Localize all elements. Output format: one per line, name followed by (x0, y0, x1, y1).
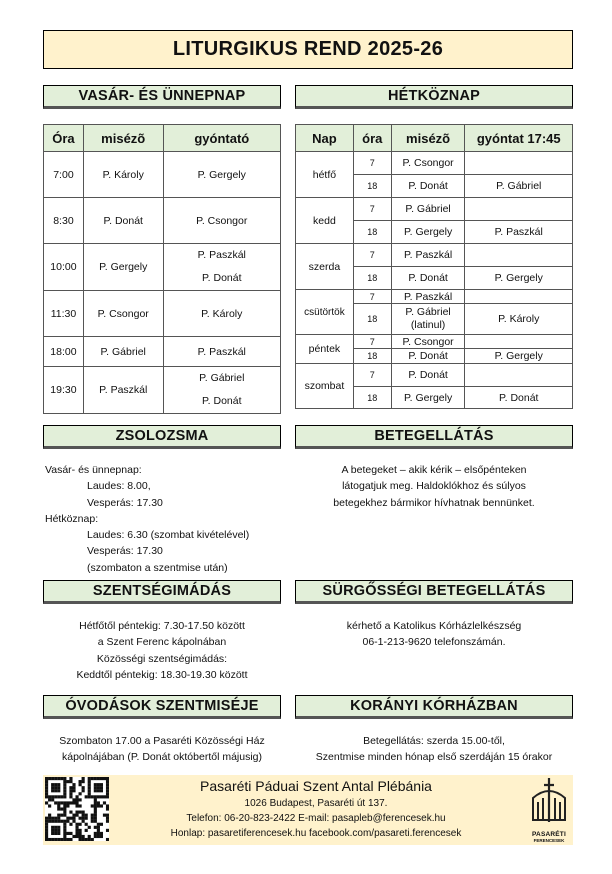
logo-text-1: PASARÉTI (532, 831, 566, 838)
header-gyontato: gyóntató (163, 125, 280, 152)
table-row (296, 198, 573, 221)
sunday-heading: VASÁR- ÉS ÜNNEPNAP (43, 85, 281, 109)
table-row (296, 290, 573, 304)
time-cell: 18 (353, 267, 391, 290)
table-row (44, 198, 281, 244)
szentsegimadas-line: Hétfőtől péntekig: 7.30-17.50 között (79, 620, 245, 632)
weekday-table (295, 124, 573, 409)
time-cell: 10:00 (44, 244, 84, 291)
priest-cell: P. Csongor (83, 291, 163, 337)
confessor-cell: P. Gergely (465, 349, 573, 364)
table-row (44, 291, 281, 337)
time-cell: 18 (353, 387, 391, 409)
confessor-line: P. Donát (202, 272, 242, 284)
page-title: LITURGIKUS REND 2025-26 (43, 30, 573, 69)
confessor-cell (465, 244, 573, 267)
szentsegimadas-line: Közösségi szentségimádás: (96, 652, 228, 665)
time-cell: 7 (353, 198, 391, 221)
priest-cell: P. Gergely (83, 244, 163, 291)
priest-cell: P. Paszkál (83, 367, 163, 414)
time-cell: 7 (353, 364, 391, 387)
szentsegimadas-text (43, 618, 281, 683)
confessor-line: P. Paszkál (197, 249, 246, 261)
ovodasok-heading: ÓVODÁSOK SZENTMISÉJE (43, 695, 281, 719)
priest-cell: P. Csongor (391, 335, 465, 349)
confessor-cell (465, 152, 573, 175)
parish-address: 1026 Budapest, Pasaréti út 137. (244, 798, 388, 809)
ovodasok-line: Szombaton 17.00 a Pasaréti Közösségi Ház (59, 735, 265, 747)
time-cell: 8:30 (44, 198, 84, 244)
day-cell: szerda (296, 244, 354, 290)
confessor-cell: P. Csongor (163, 198, 280, 244)
table-row (44, 337, 281, 367)
header-nap: Nap (296, 125, 354, 152)
confessor-line: P. Gábriel (199, 372, 245, 384)
time-cell: 19:30 (44, 367, 84, 414)
time-cell: 7 (353, 244, 391, 267)
zsolozsma-line: Vesperás: 17.30 (87, 545, 163, 558)
header-ora: Óra (44, 125, 84, 152)
table-row (44, 152, 281, 198)
footer-text (112, 777, 520, 841)
priest-cell: P. Donát (83, 198, 163, 244)
day-cell: szombat (296, 364, 354, 409)
qr-code-graphic (45, 777, 109, 841)
zsolozsma-heading: ZSOLOZSMA (43, 425, 281, 449)
priest-cell: P. Gábriel (391, 198, 465, 221)
franciscan-logo-icon (527, 776, 571, 842)
qr-code-icon (45, 777, 109, 841)
table-row (296, 335, 573, 349)
time-cell: 7 (353, 335, 391, 349)
koranyi-heading: KORÁNYI KÓRHÁZBAN (295, 695, 573, 719)
logo-graphic (527, 776, 571, 826)
confessor-cell: P. Károly (163, 291, 280, 337)
betegellatas-text (295, 462, 573, 511)
confessor-cell (163, 367, 280, 414)
confessor-cell: P. Paszkál (163, 337, 280, 367)
header-gyontat: gyóntat 17:45 (465, 125, 573, 152)
confessor-cell: P. Gergely (465, 267, 573, 290)
confessor-cell (465, 364, 573, 387)
surgossegi-line: 06-1-213-9620 telefonszámán. (362, 636, 506, 649)
confessor-cell: P. Gergely (163, 152, 280, 198)
betegellatas-line: betegekhez bármikor hívhatnak bennünket. (333, 496, 535, 509)
parish-contact: Telefon: 06-20-823-2422 E-mail: pasapleb@ferencesek.hu (186, 813, 446, 824)
time-cell: 18:00 (44, 337, 84, 367)
confessor-cell: P. Károly (465, 304, 573, 335)
weekday-header-row (296, 125, 573, 152)
time-cell: 18 (353, 221, 391, 244)
priest-cell: P. Paszkál (391, 244, 465, 267)
zsolozsma-line: Vasár- és ünnepnap: (45, 464, 142, 476)
priest-cell: P. Gergely (391, 387, 465, 409)
zsolozsma-line: Hétköznap: (45, 512, 99, 525)
confessor-cell (465, 198, 573, 221)
confessor-cell (465, 290, 573, 304)
zsolozsma-text (45, 462, 285, 576)
day-cell: péntek (296, 335, 354, 364)
szentsegimadas-heading: SZENTSÉGIMÁDÁS (43, 580, 281, 604)
surgossegi-text (295, 618, 573, 651)
zsolozsma-line: (szombaton a szentmise után) (87, 561, 228, 574)
time-cell: 11:30 (44, 291, 84, 337)
priest-cell: P. Donát (391, 267, 465, 290)
confessor-cell (465, 335, 573, 349)
table-row (44, 244, 281, 291)
logo-text-2: FERENCESEK (533, 838, 565, 843)
parish-web: Honlap: pasaretiferencesek.hu facebook.com/pasareti.ferencesek (170, 828, 462, 839)
confessor-cell: P. Gábriel (465, 175, 573, 198)
header-misezo: misézõ (391, 125, 465, 152)
header-ora: óra (353, 125, 391, 152)
zsolozsma-line: Laudes: 8.00, (87, 480, 151, 493)
day-cell: hétfő (296, 152, 354, 198)
time-cell: 7 (353, 290, 391, 304)
confessor-cell: P. Paszkál (465, 221, 573, 244)
ovodasok-text (43, 733, 281, 766)
surgossegi-line: kérhető a Katolikus Kórházlelkészség (346, 620, 522, 632)
szentsegimadas-line: a Szent Ferenc kápolnában (97, 636, 227, 649)
weekday-heading: HÉTKÖZNAP (295, 85, 573, 109)
time-cell: 18 (353, 175, 391, 198)
koranyi-line: Betegellátás: szerda 15.00-től, (363, 735, 505, 747)
betegellatas-heading: BETEGELLÁTÁS (295, 425, 573, 449)
time-cell: 7 (353, 152, 391, 175)
betegellatas-line: A betegeket – akik kérik – elsőpénteken (341, 464, 527, 476)
szentsegimadas-line: Keddtől péntekig: 18.30-19.30 között (76, 668, 248, 681)
surgossegi-heading: SÜRGŐSSÉGI BETEGELLÁTÁS (295, 580, 573, 604)
priest-cell: P. Károly (83, 152, 163, 198)
table-row (296, 152, 573, 175)
time-cell: 18 (353, 349, 391, 364)
table-row (296, 244, 573, 267)
time-cell: 7:00 (44, 152, 84, 198)
priest-cell: P. Gábriel (83, 337, 163, 367)
priest-cell: P. Donát (391, 175, 465, 198)
ovodasok-line: kápolnájában (P. Donát októbertől májusig) (61, 751, 262, 764)
parish-name: Pasaréti Páduai Szent Antal Plébánia (200, 778, 432, 794)
koranyi-text (295, 733, 573, 766)
priest-cell: P. Gergely (391, 221, 465, 244)
day-cell: kedd (296, 198, 354, 244)
confessor-line: P. Donát (202, 395, 242, 407)
priest-cell: P. Paszkál (391, 290, 465, 304)
zsolozsma-line: Laudes: 6.30 (szombat kivételével) (87, 529, 250, 542)
confessor-cell (163, 244, 280, 291)
betegellatas-line: látogatjuk meg. Haldoklókhoz és súlyos (342, 480, 526, 493)
zsolozsma-line: Vesperás: 17.30 (87, 496, 163, 509)
koranyi-line: Szentmise minden hónap első szerdáján 15 órakor (315, 751, 553, 764)
day-cell: csütörtök (296, 290, 354, 335)
priest-cell: P. Donát (391, 364, 465, 387)
time-cell: 18 (353, 304, 391, 335)
header-misezo: misézõ (83, 125, 163, 152)
table-row (44, 367, 281, 414)
sunday-header-row (44, 125, 281, 152)
priest-cell: P. Gábriel (latinul) (391, 304, 465, 335)
priest-cell: P. Donát (391, 349, 465, 364)
priest-cell: P. Csongor (391, 152, 465, 175)
table-row (296, 364, 573, 387)
confessor-cell: P. Donát (465, 387, 573, 409)
sunday-table (43, 124, 281, 414)
